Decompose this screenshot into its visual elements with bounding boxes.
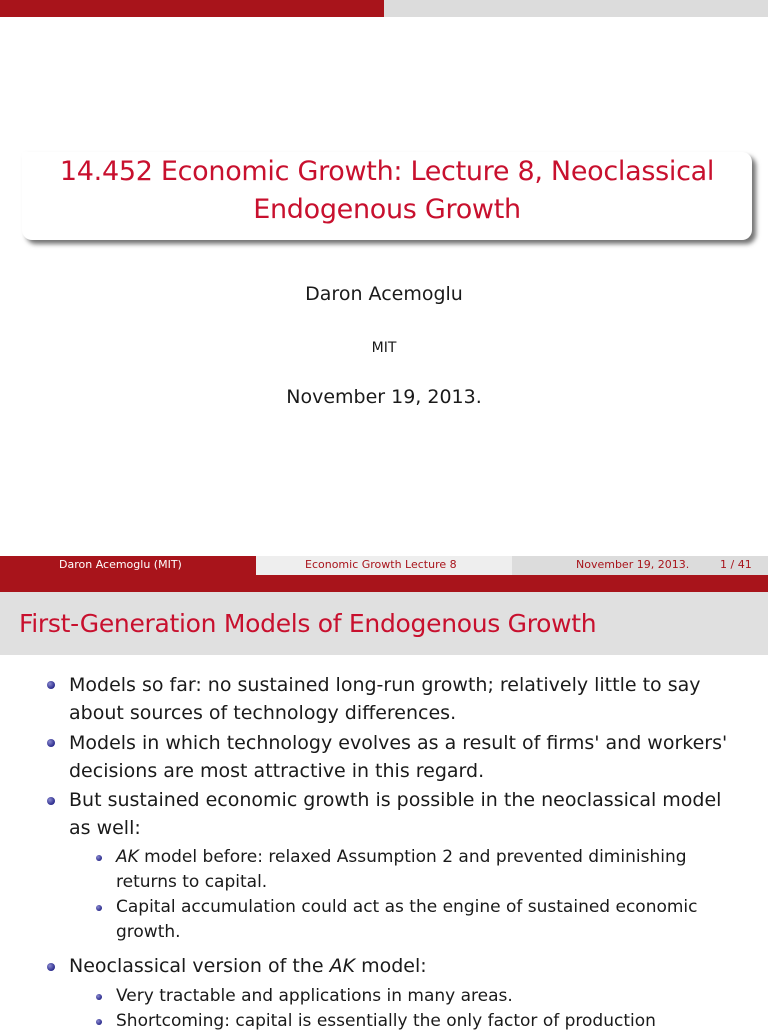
footer-date: November 19, 2013. <box>576 558 690 571</box>
bullet-3-line-2: as well: <box>69 817 141 839</box>
footer-course: Economic Growth Lecture 8 <box>305 558 457 571</box>
footer-author-section <box>0 556 256 575</box>
sub-bullet-icon <box>96 855 102 861</box>
sub-bullet-1-line-1 <box>116 845 736 870</box>
slide2-heading: First-Generation Models of Endogenous Growth <box>19 609 597 638</box>
bullet-4-pre: Neoclassical version of the <box>69 955 330 977</box>
top-header-bar-right <box>384 0 768 17</box>
bullet-1-line-1: Models so far: no sustained long-run growth; relatively little to say <box>69 674 701 696</box>
bullet-4-post: model: <box>355 955 427 977</box>
sub-bullet-1-text: model before: relaxed Assumption 2 and prevented diminishing <box>138 847 687 867</box>
title-box <box>22 152 752 240</box>
slide2-body <box>0 655 768 1031</box>
slide-separator <box>0 575 768 592</box>
bullet-1 <box>69 671 749 727</box>
sub-bullet-2 <box>116 895 736 945</box>
sub-bullet-2-line-2: growth. <box>116 922 181 942</box>
sub-bullet-icon <box>96 994 102 1000</box>
sub-bullet-2-line-1: Capital accumulation could act as the engine of sustained economic <box>116 897 698 917</box>
bullet-4 <box>69 952 749 980</box>
bullet-icon <box>47 739 55 747</box>
bullet-1-line-2: about sources of technology differences. <box>69 702 457 724</box>
institution: MIT <box>371 340 397 356</box>
bullet-3 <box>69 786 749 842</box>
footer-date-section <box>512 556 768 575</box>
sub-bullet-3: Very tractable and applications in many areas. <box>116 986 513 1006</box>
slide-footer <box>0 556 768 575</box>
presentation-date: November 19, 2013. <box>286 386 482 408</box>
bullet-icon <box>47 797 55 805</box>
footer-author: Daron Acemoglu (MIT) <box>59 558 182 571</box>
sub-bullet-4: Shortcoming: capital is essentially the only factor of production <box>116 1011 656 1031</box>
sub-bullet-1 <box>116 845 736 895</box>
bullet-icon <box>47 681 55 689</box>
slide-title-line-1: 14.452 Economic Growth: Lecture 8, Neoclassical <box>59 156 715 187</box>
bullet-icon <box>47 963 55 971</box>
top-header-bar-left <box>0 0 384 17</box>
bullet-2 <box>69 729 749 785</box>
sub-bullet-icon <box>96 1019 102 1025</box>
top-header-bar <box>0 0 768 17</box>
bullet-2-line-2: decisions are most attractive in this regard. <box>69 760 485 782</box>
ak-italic: AK <box>116 847 139 867</box>
sub-bullet-1-line-2: returns to capital. <box>116 872 268 892</box>
footer-course-section <box>256 556 512 575</box>
slide2-header <box>0 592 768 655</box>
bullet-4-ak-italic: AK <box>329 955 356 977</box>
bullet-2-line-1: Models in which technology evolves as a result of firms' and workers' <box>69 732 728 754</box>
slide-title-line-2: Endogenous Growth <box>253 194 521 225</box>
bullet-3-line-1: But sustained economic growth is possible in the neoclassical model <box>69 789 722 811</box>
author-name: Daron Acemoglu <box>305 283 463 305</box>
footer-page-number: 1 / 41 <box>720 558 752 571</box>
sub-bullet-icon <box>96 905 102 911</box>
